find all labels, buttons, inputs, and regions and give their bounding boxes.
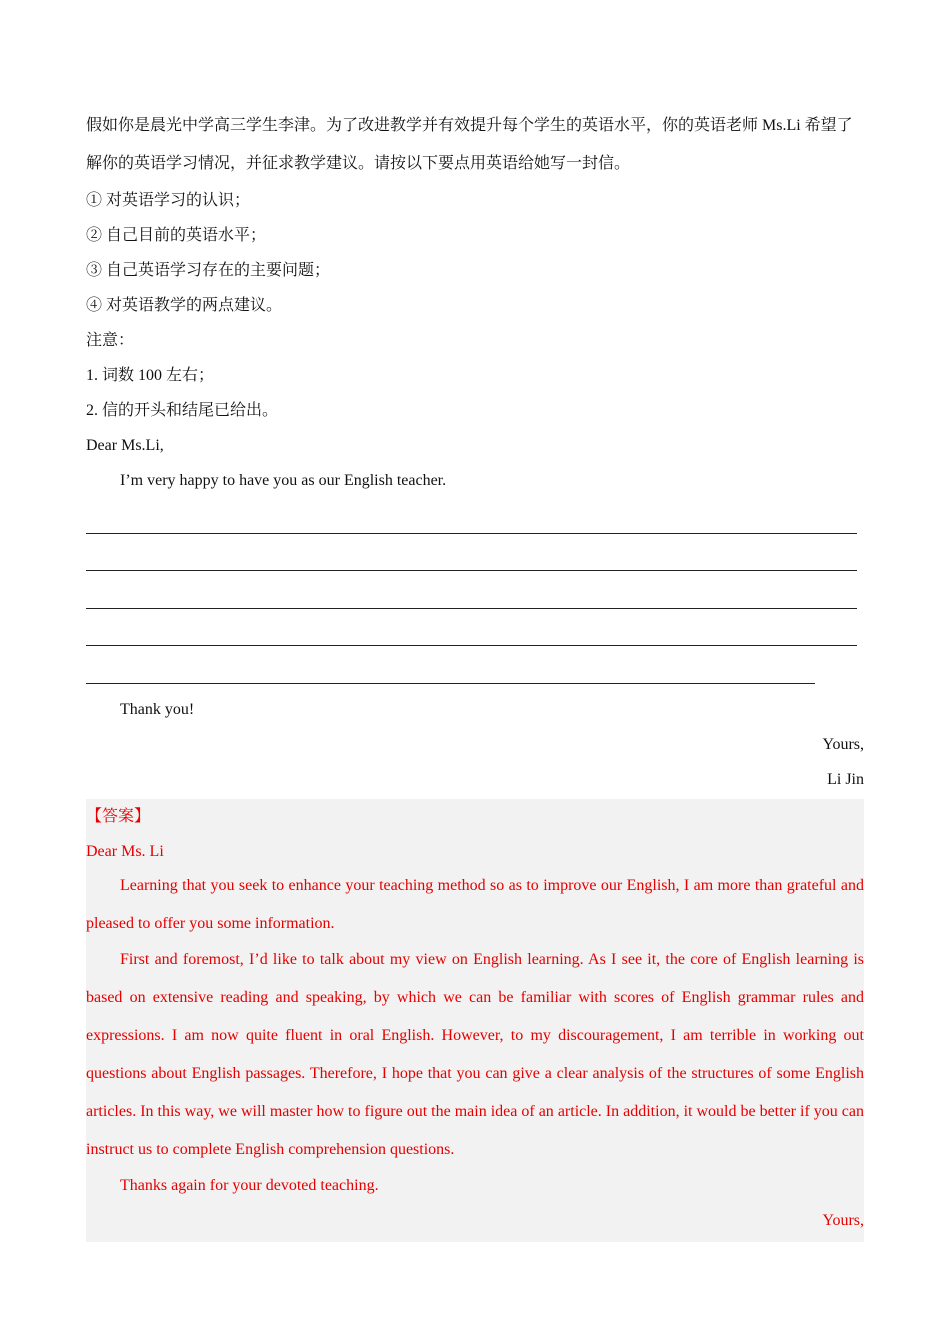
task-point-2: ② 自己目前的英语水平； (86, 227, 267, 244)
task-point-4: ④ 对英语教学的两点建议。 (86, 297, 283, 314)
letter-signature: Li Jin (827, 770, 864, 788)
writing-blank-line (86, 534, 857, 572)
letter-signoff: Yours, (822, 735, 864, 753)
letter-greeting: Dear Ms.Li, (86, 437, 164, 454)
answer-paragraph-2: First and foremost, I’d like to talk about my view on English learning. As I see it, the core of English learning is based on extensive reading and speaking, by which we can be familiar with scores of English grammar rules and expressions. I am now quite fluent in oral English. However, to my discouragement, I am terrible in working out questions about English passages. Therefore, I hope that you can give a clear analysis of the structures of some English articles. In this way, we will master how to figure out the main idea of an article. In addition, it would be better if you can instruct us to complete English comprehension questions. (86, 950, 864, 1158)
letter-closing: Thank you! (120, 700, 195, 718)
answer-paragraph-3: Thanks again for your devoted teaching. (120, 1176, 379, 1194)
writing-blank-line (86, 609, 857, 647)
answer-label: 【答案】 (86, 807, 151, 825)
task-point-3: ③ 自己英语学习存在的主要问题； (86, 262, 331, 279)
writing-blank-line (86, 646, 815, 684)
task-point-1: ① 对英语学习的认识； (86, 192, 251, 209)
letter-opening: I’m very happy to have you as our English teacher. (120, 472, 447, 489)
notes-title: 注意： (86, 332, 135, 349)
writing-area (86, 496, 864, 684)
answer-signoff: Yours, (822, 1211, 864, 1229)
answer-section (86, 799, 864, 1242)
exam-page (86, 108, 864, 1242)
note-letter-given: 2. 信的开头和结尾已给出。 (86, 402, 279, 419)
note-word-count: 1. 词数 100 左右； (86, 367, 215, 384)
answer-paragraph-1: Learning that you seek to enhance your teaching method so as to improve our English, I am more than grateful and pleased to offer you some information. (86, 876, 864, 932)
task-instructions: 假如你是晨光中学高三学生李津。为了改进教学并有效提升每个学生的英语水平，你的英语老师 Ms.Li 希望了解你的英语学习情况，并征求教学建议。请按以下要点用英语给她写一封信。 (86, 117, 853, 172)
writing-blank-line (86, 496, 857, 534)
writing-blank-line (86, 571, 857, 609)
answer-greeting: Dear Ms. Li (86, 842, 164, 860)
